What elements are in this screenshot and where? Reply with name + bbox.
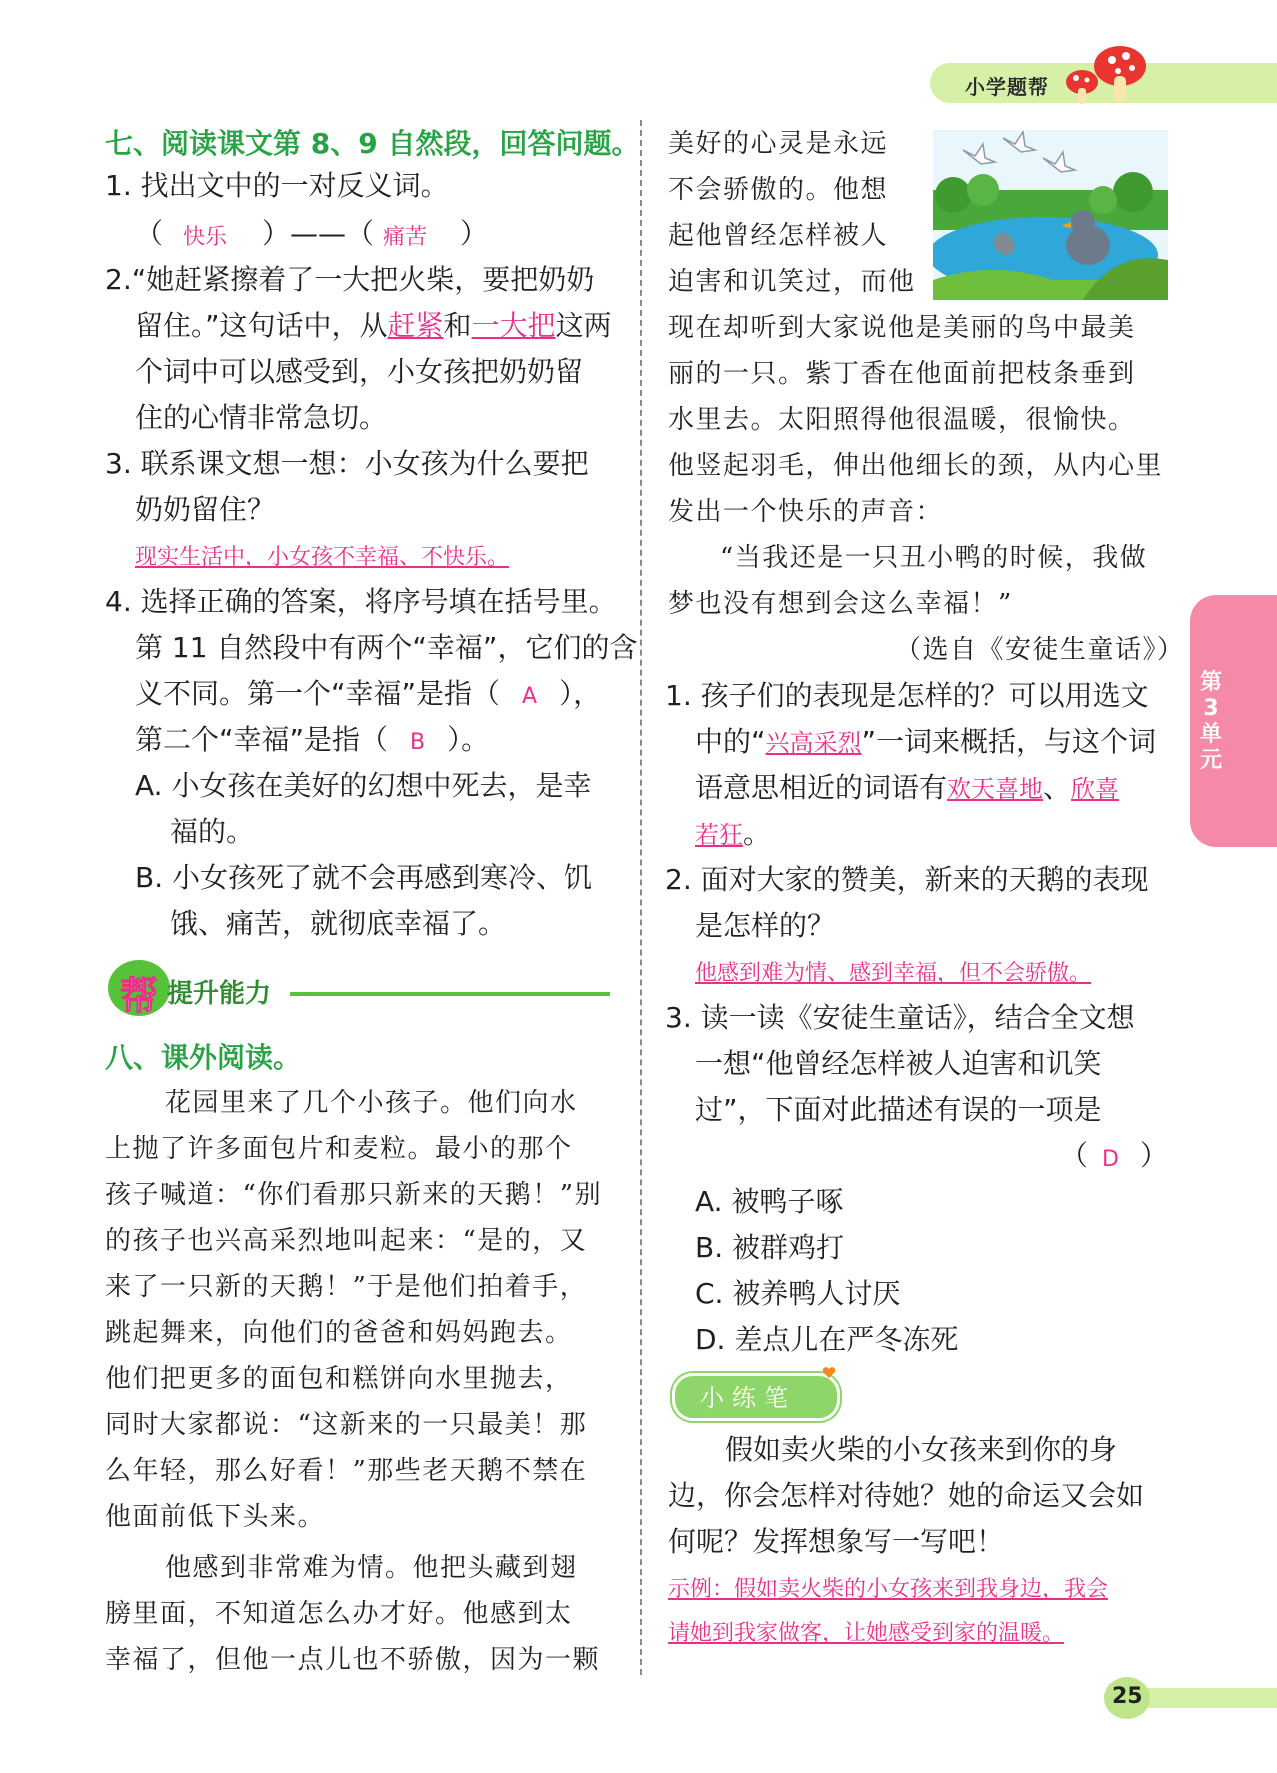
q7-4-text-c: 第二个“幸福”是指（: [135, 723, 389, 756]
q7-4-answer-1: A: [522, 684, 538, 709]
passage-line: 不会骄傲的。他想: [668, 175, 889, 205]
r-q1-answer-1: 兴高采烈: [765, 729, 862, 757]
passage-line: 发出一个快乐的声音：: [668, 497, 944, 527]
r-q1-line-4: [695, 816, 771, 853]
brand-title: 小学题帮: [965, 75, 1049, 99]
passage-line: 迫害和讥笑过，而他: [668, 267, 916, 297]
r-q1-answer-2: 欢天喜地: [947, 775, 1044, 803]
practice-line-3: 何呢？发挥想象写一写吧！: [668, 1525, 1005, 1558]
q7-2-text-b: 和: [443, 309, 472, 342]
practice-badge-label: 小练笔: [700, 1384, 796, 1412]
r-q3-option-d: D. 差点儿在严冬冻死: [695, 1323, 959, 1356]
passage-source: （选自《安徒生童话》）: [895, 635, 1185, 665]
q7-1-blank-close: ）: [460, 217, 489, 250]
r-q1-line-2: [695, 724, 1156, 761]
passage-line: 水里去。太阳照得他很温暖，很愉快。: [668, 405, 1136, 435]
r-q1-text-e: 。: [743, 817, 772, 850]
section-banner-char: 帮: [120, 974, 159, 1018]
passage-line: 上抛了许多面包片和麦粒。最小的那个: [105, 1134, 573, 1164]
q7-2-answer-2: 一大把: [471, 309, 556, 342]
q7-4-text-d: ）。: [447, 723, 490, 756]
passage-line: 的孩子也兴高采烈地叫起来：“是的，又: [105, 1226, 588, 1256]
r-q3-option-b: B. 被群鸡打: [695, 1231, 845, 1264]
q7-1-blank-mid: ）——（: [262, 217, 375, 250]
ugly-duckling-illustration: [933, 130, 1168, 300]
section-banner-label: 提升能力: [167, 979, 272, 1009]
r-q2-answer: 他感到难为情、感到幸福，但不会骄傲。: [695, 961, 1092, 986]
practice-answer-line-1: 示例：假如卖火柴的小女孩来到我身边，我会: [668, 1577, 1109, 1602]
q7-2-answer-1: 赶紧: [387, 309, 444, 342]
r-q2-line-2: 是怎样的？: [695, 909, 836, 942]
passage-line: 么年轻，那么好看！”那些老天鹅不禁在: [105, 1456, 588, 1486]
q7-4-line-2: 第 11 自然段中有两个“幸福”，它们的含: [135, 631, 638, 664]
q7-2-text-a: 留住。”这句话中，从: [135, 309, 388, 342]
r-q2-line-1: 2. 面对大家的赞美，新来的天鹅的表现: [665, 863, 1149, 896]
r-q1-text-a: 中的“: [695, 725, 766, 758]
q7-4-option-b-2: 饿、痛苦，就彻底幸福了。: [170, 907, 507, 940]
q7-4-text-a: 义不同。第一个“幸福”是指（: [135, 677, 501, 710]
section-banner-line: [290, 992, 610, 996]
q8-title: 八、课外阅读。: [105, 1041, 302, 1074]
passage-line: 来了一只新的天鹅！”于是他们拍着手，: [105, 1272, 588, 1302]
r-q1-text-b: ”一词来概括，与这个词: [861, 725, 1157, 758]
q7-4-text-b: ），: [559, 677, 602, 710]
r-q3-option-c: C. 被养鸭人讨厌: [695, 1277, 901, 1310]
q7-title: 七、阅读课文第 8、9 自然段，回答问题。: [105, 127, 640, 160]
q7-1-blank-open: （: [135, 217, 164, 250]
practice-answer-line-2: 请她到我家做客，让她感受到家的温暖。: [668, 1621, 1065, 1646]
passage-line: 他感到非常难为情。他把头藏到翅: [165, 1553, 578, 1583]
q7-4-option-b-1: B. 小女孩死了就不会再感到寒冷、饥: [135, 861, 593, 894]
passage-line: 幸福了，但他一点儿也不骄傲，因为一颗: [105, 1645, 601, 1675]
r-q3-answer: D: [1102, 1147, 1119, 1172]
q7-2-text-c: 这两: [555, 309, 612, 342]
passage-line: “当我还是一只丑小鸭的时候，我做: [720, 543, 1148, 573]
r-q3-blank-close: ）: [1140, 1139, 1169, 1172]
q7-4-answer-2: B: [410, 730, 426, 755]
practice-line-2: 边，你会怎样对待她？她的命运又会如: [668, 1479, 1145, 1512]
passage-line: 同时大家都说：“这新来的一只最美！那: [105, 1410, 588, 1440]
passage-line: 现在却听到大家说他是美丽的鸟中最美: [668, 313, 1136, 343]
passage-line: 丽的一只。紫丁香在他面前把枝条垂到: [668, 359, 1136, 389]
r-q1-text-c: 语意思相近的词语有: [695, 771, 948, 804]
passage-line: 他们把更多的面包和糕饼向水里抛去，: [105, 1364, 573, 1394]
r-q1-line-1: 1. 孩子们的表现是怎样的？可以用选文: [665, 679, 1149, 712]
q7-1-answer-1: 快乐: [183, 225, 228, 250]
passage-line: 梦也没有想到会这么幸福！”: [668, 589, 1013, 619]
q7-2-line-1: 2.“她赶紧擦着了一大把火柴，要把奶奶: [105, 263, 595, 296]
passage-line: 美好的心灵是永远: [668, 129, 889, 159]
passage-line: 膀里面，不知道怎么办才好。他感到太: [105, 1599, 573, 1629]
r-q1-text-d: 、: [1043, 771, 1072, 804]
passage-line: 他竖起羽毛，伸出他细长的颈，从内心里: [668, 451, 1164, 481]
q7-3-line-1: 3. 联系课文想一想：小女孩为什么要把: [105, 447, 589, 480]
q7-4-option-a-2: 福的。: [170, 815, 255, 848]
q7-2-line-4: 住的心情非常急切。: [135, 401, 388, 434]
r-q1-line-3: [695, 770, 1119, 807]
page-number: 25: [1112, 1684, 1143, 1709]
passage-line: 花园里来了几个小孩子。他们向水: [165, 1088, 578, 1118]
r-q3-line-2: 一想“他曾经怎样被人迫害和讥笑: [695, 1047, 1102, 1080]
q7-3-line-2: 奶奶留住？: [135, 493, 276, 526]
r-q3-blank-open: （: [1060, 1139, 1089, 1172]
r-q3-option-a: A. 被鸭子啄: [695, 1185, 844, 1218]
q7-4-line-4: [135, 722, 489, 761]
r-q1-answer-3b: 若狂: [695, 821, 743, 849]
heart-icon: [822, 1366, 836, 1380]
unit-tab-label: 第3单元: [1199, 670, 1222, 773]
q7-1-text: 1. 找出文中的一对反义词。: [105, 169, 449, 202]
passage-line: 孩子喊道：“你们看那只新来的天鹅！”别: [105, 1180, 603, 1210]
q7-1-answer-2: 痛苦: [383, 225, 428, 250]
q7-2-line-2: [135, 308, 612, 344]
column-divider: [640, 120, 642, 1675]
r-q3-line-1: 3. 读一读《安徒生童话》，结合全文想: [665, 1001, 1135, 1034]
q7-4-line-3: [135, 676, 601, 715]
q7-2-line-3: 个词中可以感受到，小女孩把奶奶留: [135, 355, 584, 388]
passage-line: 跳起舞来，向他们的爸爸和妈妈跑去。: [105, 1318, 573, 1348]
mushroom-icon: [1060, 38, 1150, 108]
r-q3-line-3: 过”，下面对此描述有误的一项是: [695, 1093, 1102, 1126]
q7-4-line-1: 4. 选择正确的答案，将序号填在括号里。: [105, 585, 617, 618]
q7-3-answer: 现实生活中，小女孩不幸福、不快乐。: [135, 545, 510, 570]
r-q1-answer-3a: 欣喜: [1071, 775, 1120, 803]
passage-line: 起他曾经怎样被人: [668, 221, 889, 251]
q7-4-option-a-1: A. 小女孩在美好的幻想中死去，是幸: [135, 769, 592, 802]
practice-line-1: 假如卖火柴的小女孩来到你的身: [725, 1433, 1118, 1466]
passage-line: 他面前低下头来。: [105, 1502, 326, 1532]
